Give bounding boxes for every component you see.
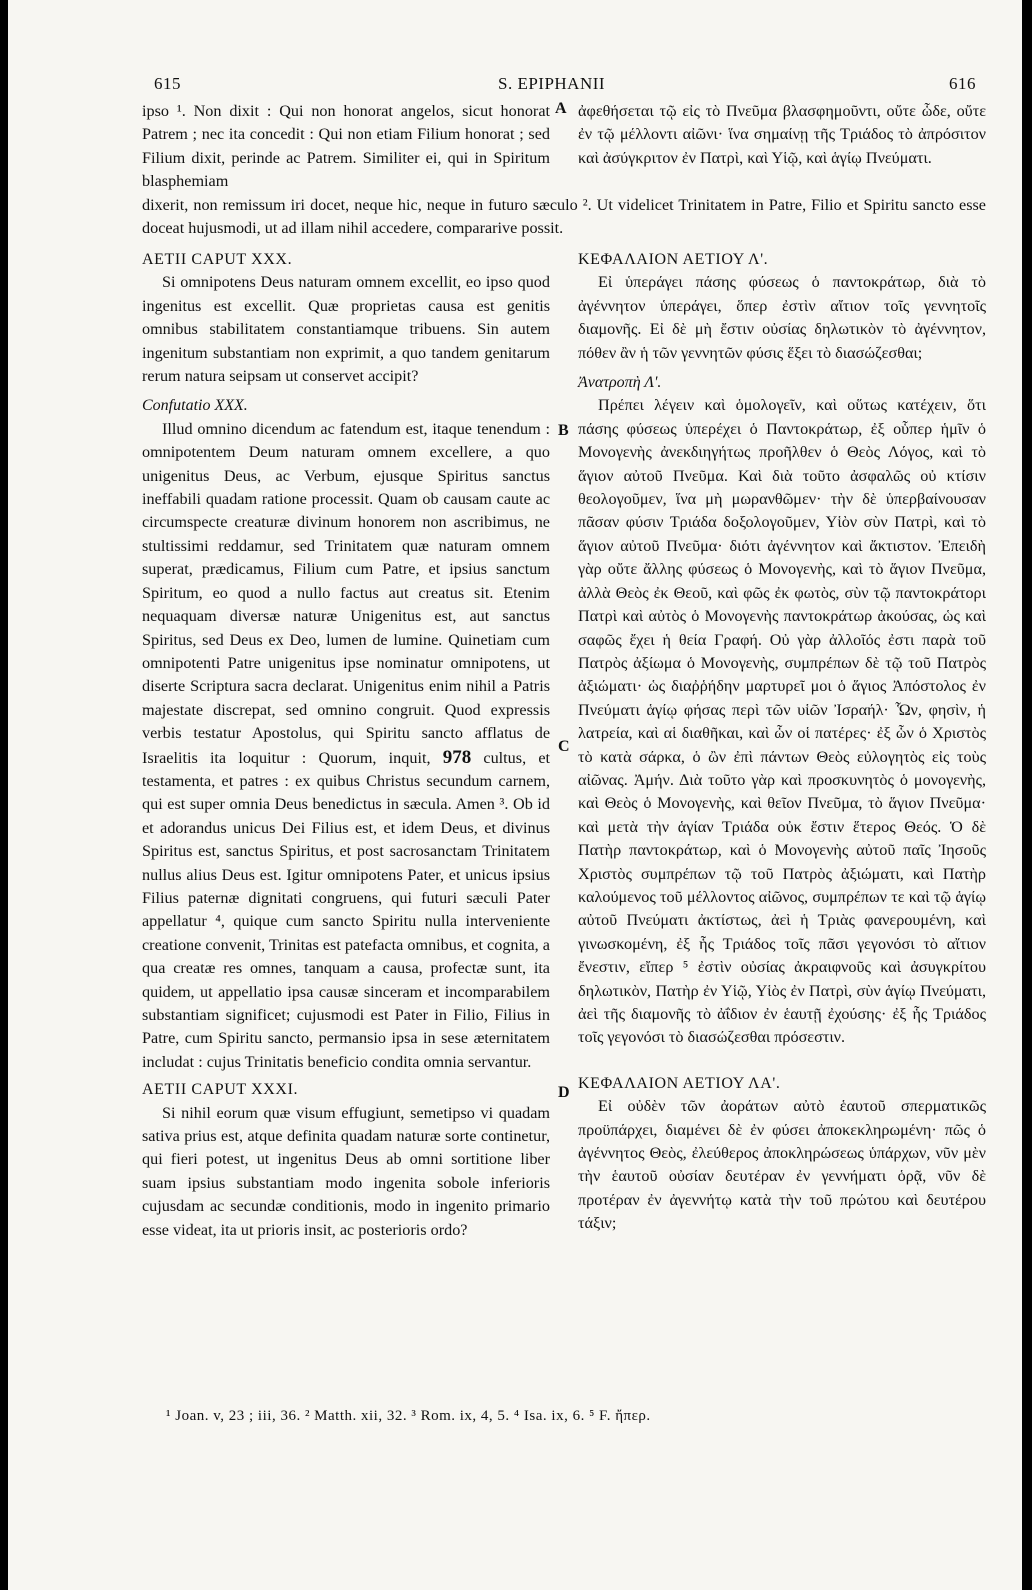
greek-text-30: Εἰ ὑπεράγει πάσης φύσεως ὁ παντοκράτωρ, διὰ τὸ ἀγέννητον ὑπεράγει, ὅπερ ἐστὶν αἴτιον τοῖς γεννητοῖς διαμονῆς. Εἰ δὲ μὴ ἔστιν οὐσίας δηλωτικὸν τὸ ἀγέννητον, πόθεν ἂν ἡ τῶν γεννητῶν φύσις ἕξει τὸ διασώζεσθαι; [578,273,986,362]
latin-text-30: Si omnipotens Deus naturam omnem excellit, eo ipso quod ingenitus est excellit. Quæ proprietas causa est genitis omnibus stabilitatem constantiamque tribuens. Sin autem ingenitum substantiam non exprimit, a quo tandem genitarum rerum natura seipsam ut conservet accipit? [142,273,550,386]
greek-confutatio-text: Πρέπει λέγειν καὶ ὁμολογεῖν, καὶ οὕτως κατέχειν, ὅτι πάσης φύσεως ὑπερέχει ὁ Παντοκράτωρ, ἐξ οὗπερ ἡμῖν ὁ Μονογενὴς ἀνεκδιηγήτως προῆλθεν ὁ Θεὸς Λόγος, καὶ τὸ ἅγιον αὐτοῦ Πνεῦμα. Καὶ διὰ τοῦτο ἀσφαλῶς οὐ κτίσιν θεολογοῦμεν, ἵνα μὴ μωρανθῶμεν· τὴν δὲ ὑπερβαίνουσαν πᾶσαν φύσιν Τριάδα δοξολογοῦμεν, Υἱὸν σὺν Πατρὶ, καὶ τὸ ἅγιον αὐτοῦ Πνεῦμα· διότι ἀγέννητον καὶ ἄκτιστον. Ἐπειδὴ γὰρ οὔτε ἄλλης φύσεως ὁ Μονογενὴς, καὶ τὸ ἅγιον Πνεῦμα, ἀλλὰ Θεὸς ἐκ Θεοῦ, καὶ φῶς ἐκ φωτὸς, σὺν τῷ παντοκράτορι Πατρὶ καὶ αὐτὸς ὁ Μονογενὴς παντοκράτωρ ἀκούσας, ὡς καὶ σαφῶς ἔχει ἡ θεία Γραφή. Οὐ γὰρ ἀλλοῖός ἐστι παρὰ τοῦ Πατρὸς ἀξίωμα ὁ Μονογενὴς, συμπρέπων δὲ τῷ τοῦ Πατρὸς ἀξιώματι· ὡς διαῤῥήδην μαρτυρεῖ μοι ὁ ἅγιος Ἀπόστολος ἐν Πνεύματι ἁγίῳ φήσας περὶ τῶν υἱῶν Ἰσραήλ· Ὧν, φησὶν, ἡ λατρεία, καὶ αἱ διαθῆκαι, καὶ ὧν οἱ πατέρες· ἐξ ὧν ὁ Χριστὸς τὸ κατὰ σάρκα, ὁ ὢν ἐπὶ πάντων Θεὸς εὐλογητὸς εἰς τοὺς αἰῶνας. Ἀμήν. Διὰ τοῦτο γὰρ καὶ προσκυνητὸς ὁ μονογενὴς, καὶ Θεὸς ὁ Μονογενὴς, καὶ θεῖον Πνεῦμα, τὸ ἅγιον Πνεῦμα· καὶ μετὰ τὴν ἁγίαν Τριάδα οὐκ ἔστιν ἕτερος Θεός. Ὁ δὲ Πατὴρ παντοκράτωρ, καὶ ὁ Μονογενὴς αὐτοῦ παῖς Ἰησοῦς Χριστὸς συμπρέπων τῷ τοῦ Πατρὸς ἀξιώματι, καὶ Πατὴρ καλούμενος τοῦ μέλλοντος αἰῶνος, συμπρέπων τε καὶ τῷ ἁγίῳ αὐτοῦ Πνεύματι ἀκτίστως, ἀεὶ ἡ Τριὰς φανερουμένη, καὶ γινωσκομένη, ἐξ ἧς Τριάδος τοῖς πᾶσι γεγονόσι τὸ αἴτιον ἔνεστιν, εἴπερ ⁵ ἐστὶν οὐσίας ἀκραιφνοῦς καὶ ἀσυγκρίτου δηλωτικὸν, Πατὴρ ἐν Υἱῷ, Υἱὸς ἐν Πατρὶ, σὺν ἁγίῳ Πνεύματι, ἀεὶ τῆς διαμονῆς τὸ ἀΐδιον ἐν ἑαυτῇ ἐχούσης· ἐξ ἧς Τριάδος τοῖς γεγονόσι τὸ διασώζεσθαι πρόσεστιν. [578,396,986,1047]
column-number: 978 [442,746,472,768]
greek-text-31: Εἰ οὐδὲν τῶν ἀοράτων αὐτὸ ἑαυτοῦ σπερματικῶς προϋπάρχει, διαμένει δὲ ἐν φύσει ἀποκεκληρωμένη· πῶς ὁ ἀγέννητος Θεὸς, ἐλεύθερος ἀποκληρώσεως ὑπάρχων, νῦν μὲν τὴν ἑαυτοῦ οὐσίαν δευτέραν ἐν γεννήματι ὁρᾷ, νῦν δὲ προτέραν ἐν ἀγεννήτῳ κατὰ τὴν τοῦ πρώτου καὶ δευτέρου τάξιν; [578,1097,986,1233]
latin-confutatio-text-2: cultus, et testamenta, et patres : ex quibus Christus secundum carnem, qui est super omnia Deus benedictus in sæcula. Amen ³. Ob id et adorandus unicus Dei Filius est, et idem Deus, et divinus Spiritus est, sanctus Spiritus, et post sacrosanctam Trinitatem nullus alius Deus est. Igitur omnipotens Pater, et unicus ipsius Filius paternæ dignitati congruens, qui futuri sæculi Pater appellatur ⁴, quique cum sancto Spiritu nulla interveniente creatione convenit, Trinitas est patefacta omnibus, et cognita, a qua creatæ res omnes, tanquam a causa, profectæ sunt, ita quidem, ut appellatio ipsa causæ sinceram et incomparabilem substantiam significet; cujusmodi est Pater in Filio, Filius in Patre, cum Spiritu sancto, permansio ipsa in sese æternitatem includat : cujus Trinitatis beneficio condita omnia servantur. [142,748,551,1071]
continuation-greek [578,100,986,170]
greek-heading-30: ΚΕΦΑΛΑΙΟΝ ΑΕΤΙΟΥ Λ'. [578,251,769,268]
left-page-number: 615 [154,74,181,93]
paper-sheet [8,0,1022,1590]
latin-column [142,248,550,1242]
margin-letter-d: D [558,1084,570,1101]
margin-letter-c: C [558,738,570,755]
latin-heading-31: AETII CAPUT XXXI. [142,1081,299,1099]
margin-letter-b: B [558,422,569,439]
greek-confutatio-heading: Ἀνατροπὴ Λ'. [578,374,662,392]
greek-column [578,248,986,1236]
margin-letter-a: A [555,100,567,117]
greek-heading-31: ΚΕΦΑΛΑΙΟΝ ΑΕΤΙΟΥ ΛΑ'. [578,1074,781,1092]
running-title: S. EPIPHANII [498,74,606,93]
latin-text-31: Si nihil eorum quæ visum effugiunt, semetipso vi quadam sativa prius est, atque definita quadam naturæ sorte continetur, qui fieri potest, ut ingenitus Deus ab omni sortitione liber suam ipsius substantiam modo ingenita sobole inferioris cujusdam ac secundæ conditionis, modo in ingenito primario esse videat, ita ut prioris insit, ac posterioris ordo? [142,1103,550,1239]
latin-heading-30: AETII CAPUT XXX. [142,251,293,268]
continuation-wide-text: dixerit, non remissum iri docet, neque hic, neque in futuro sæculo ². Ut videlicet Trinitatem in Patre, Filio et Spiritu sancto esse doceat hujusmodi, ut ad illam nihil accedere, compararive possit. [142,196,986,238]
latin-confutatio-text-1: Illud omnino dicendum ac fatendum est, itaque tenendum : omnipotentem Deum naturam omnem excellere, a quo unigenitus Deus, ac Verbum, ejusque Spiritus sanctus ineffabili quadam ratione processit. Quam ob causam caute ac circumspecte creaturæ divinum honorem non ascribimus, ne stultissimi reddamur, sed Trinitatem quæ naturam omnem superat, prædicamus, Filium cum Patre, et ipsius sanctum Spiritum, eo quod a nullo factus aut creatus sit. Etenim nequaquam diversæ naturæ Unigenitus est, aut sanctus Spiritus, sed Deus ex Deo, lumen de lumine. Quinetiam cum omnipotenti Patre unigenitus ipse nominatur omnipotens, ut diserte Scriptura sacra declarat. Unigenitus enim nihil a Patris majestate discrepat, sed omnino congruit. Quod expressis verbis testatur Apostolus, qui Spiritu sancto afflatus de Israelitis ita loquitur : Quorum, inquit, [142,419,550,767]
continuation-latin [142,100,550,194]
right-page-number: 616 [949,74,976,93]
continuation-latin-text: ipso ¹. Non dixit : Qui non honorat angelos, sicut honorat Patrem ; nec ita concedit : Qui non etiam Filium honorat ; sed Filium dixit, perinde ac Patrem. Similiter ei, qui in Spiritum blasphemiam [142,102,550,191]
continuation-greek-text: ἀφεθήσεται τῷ εἰς τὸ Πνεῦμα βλασφημοῦντι, οὔτε ὧδε, οὔτε ἐν τῷ μέλλοντι αἰῶνι· ἵνα σημαίνῃ τῆς Τριάδος τὸ ἀπρόσιτον καὶ ἀσύγκριτον ἐν Πατρὶ, καὶ Υἱῷ, καὶ ἁγίῳ Πνεύματι. [578,102,986,167]
latin-confutatio-text [142,418,550,1074]
footnotes: ¹ Joan. v, 23 ; iii, 36. ² Matth. xii, 32. ³ Rom. ix, 4, 5. ⁴ Isa. ix, 6. ⁵ F. ἤπερ. [166,1408,651,1424]
latin-confutatio-heading: Confutatio XXX. [142,397,248,415]
